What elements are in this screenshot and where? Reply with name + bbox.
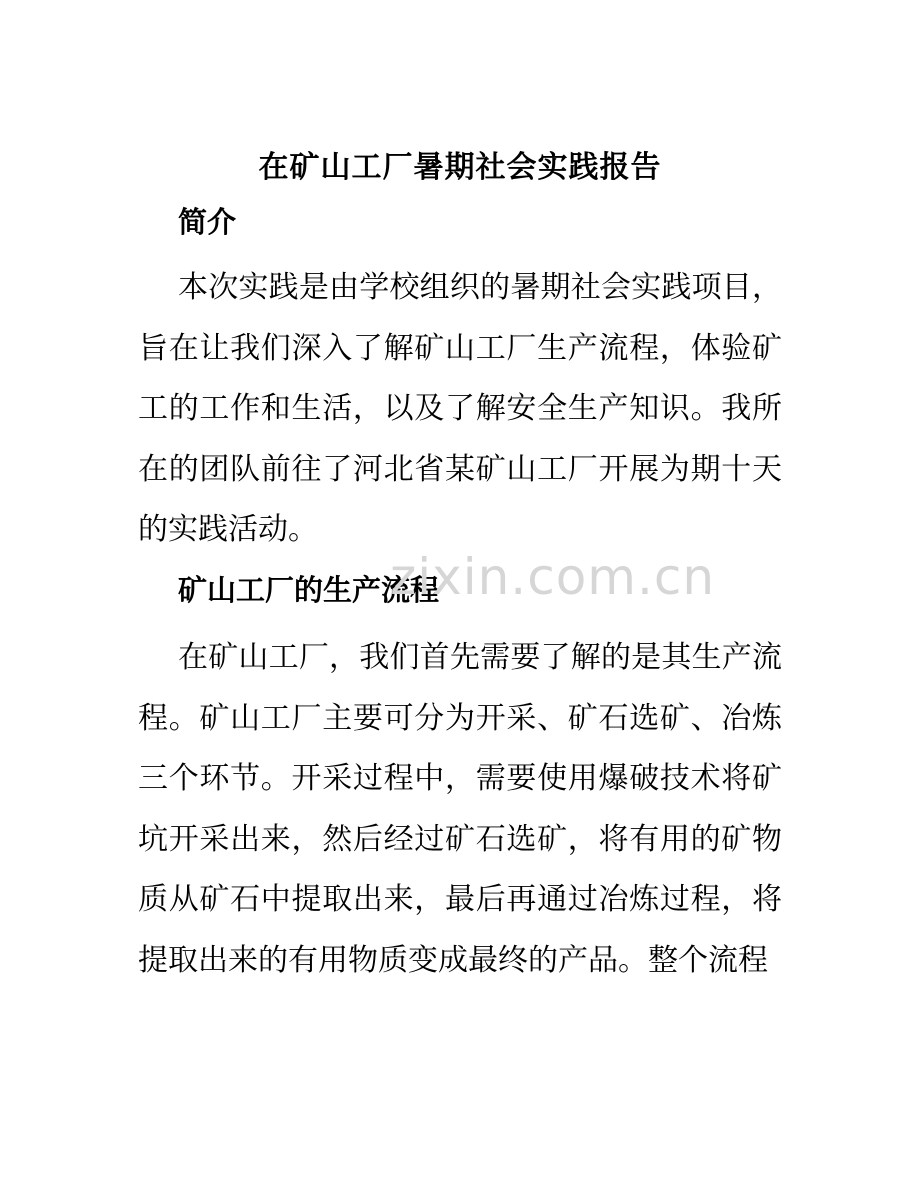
section-heading-production-process: 矿山工厂的生产流程 bbox=[178, 573, 440, 607]
section-heading-introduction: 简介 bbox=[178, 205, 237, 239]
section-introduction-body bbox=[138, 258, 782, 561]
paragraph-production-process: 在矿山工厂，我们首先需要了解的是其生产流程。矿山工厂主要可分为开采、矿石选矿、冶炼三个环节。开采过程中，需要使用爆破技术将矿坑开采出来，然后经过矿石选矿，将有用的矿物质从矿石中提取出来，最后再通过冶炼过程，将提取出来的有用物质变成最终的产品。整个流程 bbox=[138, 640, 782, 978]
watermark: zixin.com.cn bbox=[390, 548, 716, 606]
paragraph-introduction: 本次实践是由学校组织的暑期社会实践项目，旨在让我们深入了解矿山工厂生产流程，体验矿工的工作和生活，以及了解安全生产知识。我所在的团队前往了河北省某矿山工厂开展为期十天的实践活动。 bbox=[138, 270, 782, 548]
document-title: 在矿山工厂暑期社会实践报告 bbox=[258, 150, 662, 185]
section-introduction-heading-wrap bbox=[138, 200, 782, 244]
section-production-heading-wrap bbox=[138, 568, 782, 612]
section-production-body bbox=[138, 628, 782, 992]
